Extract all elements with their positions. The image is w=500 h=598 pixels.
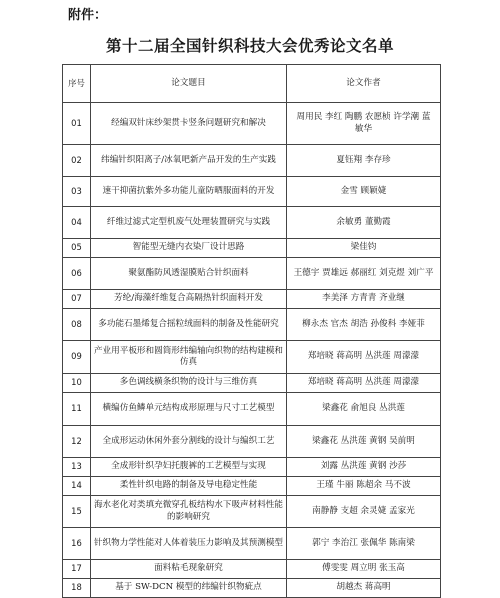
paper-authors: 傅雯雯 周立明 张玉高 — [287, 560, 441, 579]
paper-title: 纤维过滤式定型机废气处理装置研究与实践 — [91, 207, 287, 239]
paper-title: 经编双针床纱架贯卡竖条问题研究和解决 — [91, 103, 287, 145]
paper-title: 基于 SW-DCN 模型的纬编针织物疵点 — [91, 579, 287, 598]
paper-title: 海水老化对类填充微穿孔板结构水下吸声材料性能的影响研究 — [91, 496, 287, 528]
table-header-row — [63, 65, 441, 103]
attachment-label: 附件： — [68, 8, 108, 23]
paper-title: 智能型无缝内衣染厂设计思路 — [91, 239, 287, 258]
paper-authors: 夏钰翔 李存珍 — [287, 145, 441, 177]
table-body — [63, 103, 441, 598]
table-row — [63, 309, 441, 341]
paper-title: 全成形运动休闲外套分割线的设计与编织工艺 — [91, 426, 287, 458]
paper-authors: 王德宇 贾雄远 郝丽红 刘克煜 刘广平 — [287, 258, 441, 290]
paper-title: 面料粘毛现象研究 — [91, 560, 287, 579]
row-number: 14 — [63, 477, 91, 496]
row-number: 05 — [63, 239, 91, 258]
paper-authors: 李美泽 方青青 齐业继 — [287, 290, 441, 309]
table-row — [63, 496, 441, 528]
row-number: 07 — [63, 290, 91, 309]
table-row — [63, 239, 441, 258]
table-row — [63, 341, 441, 374]
row-number: 06 — [63, 258, 91, 290]
table-row — [63, 258, 441, 290]
table-row — [63, 458, 441, 477]
table-row — [63, 177, 441, 207]
row-number: 18 — [63, 579, 91, 598]
paper-authors: 郑培晓 蒋高明 丛洪莲 周濛濛 — [287, 341, 441, 374]
table-row — [63, 560, 441, 579]
table-row — [63, 579, 441, 598]
paper-title: 纬编针织阳离子/冰氧吧新产品开发的生产实践 — [91, 145, 287, 177]
paper-authors: 金雪 顾颖婕 — [287, 177, 441, 207]
paper-title: 横编仿鱼鳞单元结构成形原理与尺寸工艺模型 — [91, 393, 287, 426]
table-row — [63, 103, 441, 145]
paper-authors: 郑培晓 蒋高明 丛洪莲 周濛濛 — [287, 374, 441, 393]
table-row — [63, 393, 441, 426]
paper-authors: 王瑾 牛丽 陈超余 马不波 — [287, 477, 441, 496]
paper-authors: 胡越杰 蒋高明 — [287, 579, 441, 598]
row-number: 04 — [63, 207, 91, 239]
row-number: 09 — [63, 341, 91, 374]
document-title: 第十二届全国针织科技大会优秀论文名单 — [105, 37, 394, 55]
table-row — [63, 374, 441, 393]
paper-authors: 梁佳钧 — [287, 239, 441, 258]
row-number: 17 — [63, 560, 91, 579]
table-row — [63, 528, 441, 560]
paper-authors: 郭宁 李治江 张佩华 陈南梁 — [287, 528, 441, 560]
header-title: 论文题目 — [91, 65, 287, 103]
paper-authors: 柳永杰 官杰 胡浩 孙俊科 李娅菲 — [287, 309, 441, 341]
paper-authors: 余敏勇 董勤霞 — [287, 207, 441, 239]
row-number: 13 — [63, 458, 91, 477]
header-authors: 论文作者 — [287, 65, 441, 103]
paper-authors: 南静静 支超 余灵婕 孟家光 — [287, 496, 441, 528]
row-number: 08 — [63, 309, 91, 341]
table-row — [63, 477, 441, 496]
header-no: 序号 — [63, 65, 91, 103]
paper-authors: 刘露 丛洪莲 黄钢 沙莎 — [287, 458, 441, 477]
paper-title: 芳纶/海藻纤维复合高隔热针织面料开发 — [91, 290, 287, 309]
table-row — [63, 145, 441, 177]
paper-title: 产业用平板形和圆筒形纬编轴向织物的结构建模和仿真 — [91, 341, 287, 374]
row-number: 15 — [63, 496, 91, 528]
paper-title: 速干抑菌抗紫外多功能儿童防晒服面料的开发 — [91, 177, 287, 207]
row-number: 10 — [63, 374, 91, 393]
paper-title: 聚氨酯防风透湿膜贴合针织面料 — [91, 258, 287, 290]
row-number: 02 — [63, 145, 91, 177]
row-number: 03 — [63, 177, 91, 207]
row-number: 11 — [63, 393, 91, 426]
paper-authors: 梁鑫花 丛洪莲 黄钢 吴前明 — [287, 426, 441, 458]
paper-title: 柔性针织电路的制备及导电稳定性能 — [91, 477, 287, 496]
row-number: 12 — [63, 426, 91, 458]
paper-title: 针织物力学性能对人体着装压力影响及其预测模型 — [91, 528, 287, 560]
paper-authors: 周用民 李红 陶鹏 农愿桢 许学潮 蓝敏华 — [287, 103, 441, 145]
paper-title: 多色调线横条织物的设计与三维仿真 — [91, 374, 287, 393]
award-paper-table — [62, 64, 441, 598]
paper-authors: 梁鑫花 俞旭良 丛洪莲 — [287, 393, 441, 426]
table-row — [63, 426, 441, 458]
table-row — [63, 290, 441, 309]
paper-title: 多功能石墨烯复合摇粒绒面料的制备及性能研究 — [91, 309, 287, 341]
row-number: 16 — [63, 528, 91, 560]
paper-title: 全成形针织孕妇托腹裤的工艺模型与实现 — [91, 458, 287, 477]
table-row — [63, 207, 441, 239]
row-number: 01 — [63, 103, 91, 145]
